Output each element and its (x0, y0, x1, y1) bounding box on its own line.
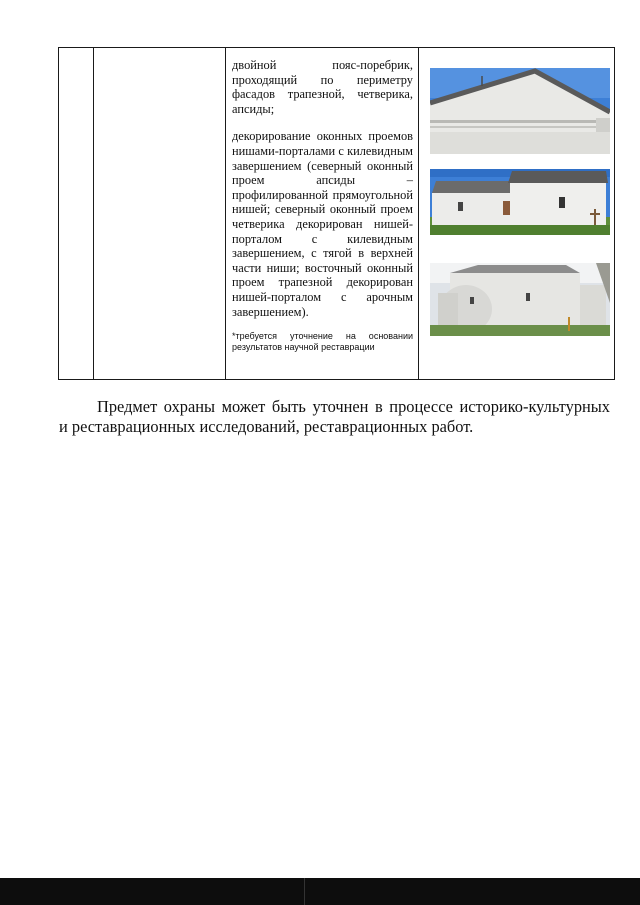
church-apse-photo (430, 263, 610, 336)
footnote: *требуется уточнение на основании результатов научной реставрации (232, 331, 413, 353)
scan-divider (304, 878, 305, 905)
body-paragraph (59, 397, 610, 437)
description-block (226, 48, 418, 353)
table-cell-photos (419, 48, 615, 380)
photo-column (419, 48, 614, 379)
description-paragraph: двойной пояс-поребрик, проходящий по периметру фасадов трапезной, четверика, апсиды; (232, 58, 413, 116)
body-line: и реставрационных исследований, реставрационных работ. (59, 417, 474, 436)
table-cell-category (94, 48, 226, 380)
body-line: Предмет охраны может быть уточнен в процессе историко-культурных (97, 397, 610, 416)
scan-bottom-edge (0, 878, 640, 905)
table-cell-description (226, 48, 419, 380)
table-row (59, 48, 615, 380)
church-facade-detail-photo (430, 68, 610, 154)
church-north-facade-photo (430, 169, 610, 235)
table-cell-number (59, 48, 94, 380)
description-paragraph: декорирование оконных проемов нишами-порталами с килевидным завершением (северный оконный проем апсиды – профилированной прямоугольной нишей; северный оконный проем четверика декорирован нишей-порталом с килевидным завершением, с тягой в верхней части ниши; восточный оконный проем трапезной декорирован нишей-порталом с арочным завершением). (232, 129, 413, 319)
protection-subject-table (58, 47, 615, 380)
